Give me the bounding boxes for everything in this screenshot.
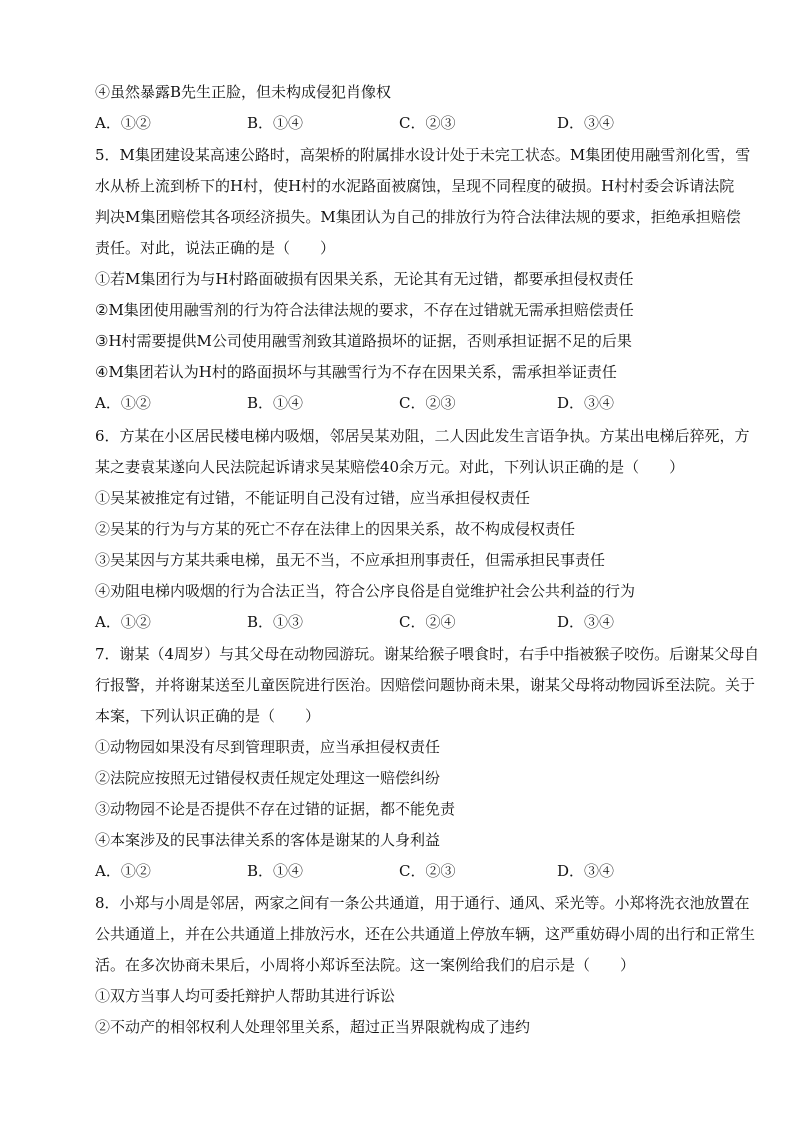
q5-option-4: ④M集团若认为H村的路面损坏与其融雪行为不存在因果关系，需承担举证责任 <box>95 363 617 381</box>
q6-stem-line-1: 6．方某在小区居民楼电梯内吸烟，邻居吴某劝阻，二人因此发生言语争执。方某出电梯后猝死，方 <box>95 427 750 445</box>
q6-choices <box>95 612 715 632</box>
q7-option-1: ①动物园如果没有尽到管理职责，应当承担侵权责任 <box>95 738 441 756</box>
choice-b: B．①④ <box>247 862 304 880</box>
q8-stem-line-2: 公共通道上，并在公共通道上排放污水，还在公共通道上停放车辆，这严重妨碍小周的出行和正常生 <box>95 925 756 943</box>
q5-stem-line-3: 判决M集团赔偿其各项经济损失。M集团认为自己的排放行为符合法律法规的要求，拒绝承担赔偿 <box>95 208 741 226</box>
choice-c: C．②④ <box>399 613 456 631</box>
choice-c: C．②③ <box>399 394 456 412</box>
q8-option-1: ①双方当事人均可委托辩护人帮助其进行诉讼 <box>95 987 396 1005</box>
q5-option-2: ②M集团使用融雪剂的行为符合法律法规的要求，不存在过错就无需承担赔偿责任 <box>95 301 634 319</box>
q7-option-3: ③动物园不论是否提供不存在过错的证据，都不能免责 <box>95 800 456 818</box>
q7-choices <box>95 861 715 881</box>
q7-stem-line-2: 行报警，并将谢某送至儿童医院进行医治。因赔偿问题协商未果，谢某父母将动物园诉至法院。关于 <box>95 676 756 694</box>
q7-stem-line-1: 7．谢某（4周岁）与其父母在动物园游玩。谢某给猴子喂食时，右手中指被猴子咬伤。后谢某父母自 <box>95 645 760 663</box>
q5-stem-line-2: 水从桥上流到桥下的H村，使H村的水泥路面被腐蚀，呈现不同程度的破损。H村村委会诉请法院 <box>95 177 735 195</box>
q5-choices <box>95 393 715 413</box>
q6-stem-line-2: 某之妻袁某遂向人民法院起诉请求吴某赔偿40余万元。对此，下列认识正确的是（ ） <box>95 458 685 476</box>
choice-a: A．①② <box>95 862 151 880</box>
choice-d: D．③④ <box>557 114 615 132</box>
choice-b: B．①④ <box>247 114 304 132</box>
q5-option-1: ①若M集团行为与H村路面破损有因果关系，无论其有无过错，都要承担侵权责任 <box>95 270 634 288</box>
choice-d: D．③④ <box>557 613 615 631</box>
choice-a: A．①② <box>95 114 151 132</box>
q5-stem-line-4: 责任。对此，说法正确的是（ ） <box>95 239 336 257</box>
q7-option-4: ④本案涉及的民事法律关系的客体是谢某的人身利益 <box>95 831 441 849</box>
q8-stem-line-3: 活。在多次协商未果后，小周将小郑诉至法院。这一案例给我们的启示是（ ） <box>95 956 636 974</box>
q6-option-3: ③吴某因与方某共乘电梯，虽无不当，不应承担刑事责任，但需承担民事责任 <box>95 551 606 569</box>
q6-option-2: ②吴某的行为与方某的死亡不存在法律上的因果关系，故不构成侵权责任 <box>95 520 576 538</box>
choice-d: D．③④ <box>557 394 615 412</box>
q8-option-2: ②不动产的相邻权利人处理邻里关系，超过正当界限就构成了违约 <box>95 1018 531 1036</box>
q8-stem-line-1: 8．小郑与小周是邻居，两家之间有一条公共通道，用于通行、通风、采光等。小郑将洗衣池放置在 <box>95 894 750 912</box>
q6-option-1: ①吴某被推定有过错，不能证明自己没有过错，应当承担侵权责任 <box>95 489 531 507</box>
choice-b: B．①④ <box>247 394 304 412</box>
q5-stem-line-1: 5．M集团建设某高速公路时，高架桥的附属排水设计处于未完工状态。M集团使用融雪剂化雪，雪 <box>95 146 751 164</box>
q7-option-2: ②法院应按照无过错侵权责任规定处理这一赔偿纠纷 <box>95 769 441 787</box>
choice-a: A．①② <box>95 613 151 631</box>
choice-d: D．③④ <box>557 862 615 880</box>
choice-a: A．①② <box>95 394 151 412</box>
q5-option-3: ③H村需要提供M公司使用融雪剂致其道路损坏的证据，否则承担证据不足的后果 <box>95 332 632 350</box>
choice-b: B．①③ <box>247 613 304 631</box>
choice-c: C．②③ <box>399 114 456 132</box>
q6-option-4: ④劝阻电梯内吸烟的行为合法正当，符合公序良俗是自觉维护社会公共利益的行为 <box>95 582 636 600</box>
q7-stem-line-3: 本案，下列认识正确的是（ ） <box>95 707 321 725</box>
prev-question-option-4: ④虽然暴露B先生正脸，但未构成侵犯肖像权 <box>95 83 392 101</box>
choice-c: C．②③ <box>399 862 456 880</box>
prev-question-choices <box>95 113 715 133</box>
